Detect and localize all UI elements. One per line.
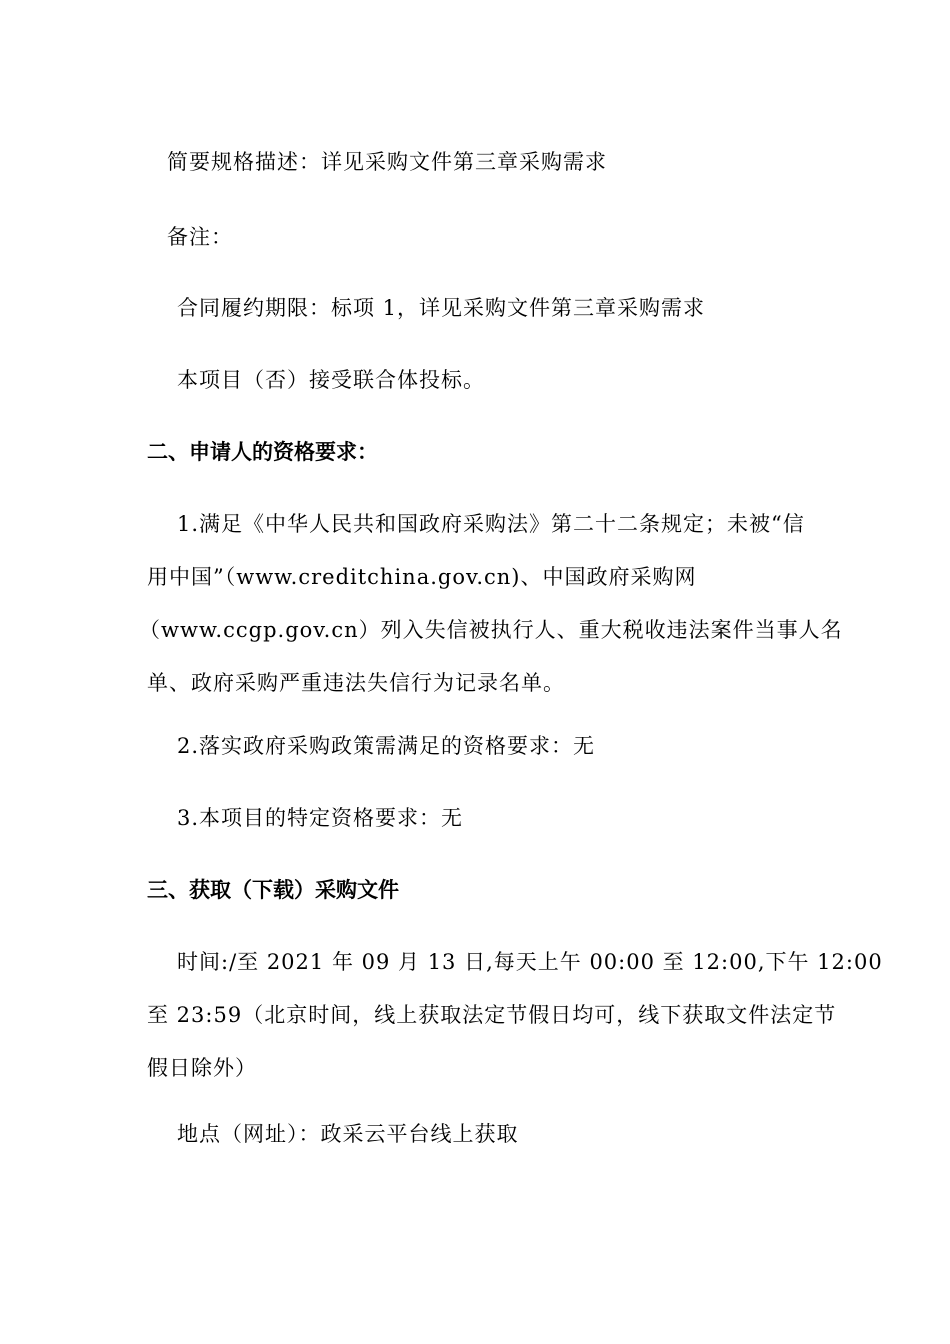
qualification-item-1-line: 单、政府采购严重违法失信行为记录名单。	[147, 671, 565, 695]
qualification-item-1-line: 用中国”（www.creditchina.gov.cn)、中国政府采购网	[147, 565, 697, 589]
obtain-time-line: 至 23:59（北京时间，线上获取法定节假日均可，线下获取文件法定节	[147, 1003, 837, 1027]
obtain-time-line: 时间:/至 2021 年 09 月 13 日,每天上午 00:00 至 12:00,下午 12:00	[177, 950, 883, 974]
qualification-item-1	[139, 498, 843, 710]
qualification-item-3: 3.本项目的特定资格要求：无	[177, 806, 464, 830]
obtain-documents-heading: 三、获取（下载）采购文件	[147, 878, 399, 902]
remark-label: 备注：	[167, 225, 233, 249]
contract-period: 合同履约期限：标项 1，详见采购文件第三章采购需求	[177, 296, 706, 320]
obtain-time-line: 假日除外）	[147, 1056, 257, 1080]
obtain-time	[147, 936, 883, 1095]
qualification-heading: 二、申请人的资格要求：	[147, 440, 378, 464]
qualification-item-2: 2.落实政府采购政策需满足的资格要求：无	[177, 734, 596, 758]
qualification-item-1-line: （www.ccgp.gov.cn）列入失信被执行人、重大税收违法案件当事人名	[139, 618, 843, 642]
joint-bid-statement: 本项目（否）接受联合体投标。	[177, 368, 485, 392]
spec-description: 简要规格描述：详见采购文件第三章采购需求	[167, 150, 607, 174]
qualification-item-1-line: 1.满足《中华人民共和国政府采购法》第二十二条规定；未被“信	[177, 512, 805, 536]
obtain-location: 地点（网址）：政采云平台线上获取	[177, 1122, 519, 1146]
